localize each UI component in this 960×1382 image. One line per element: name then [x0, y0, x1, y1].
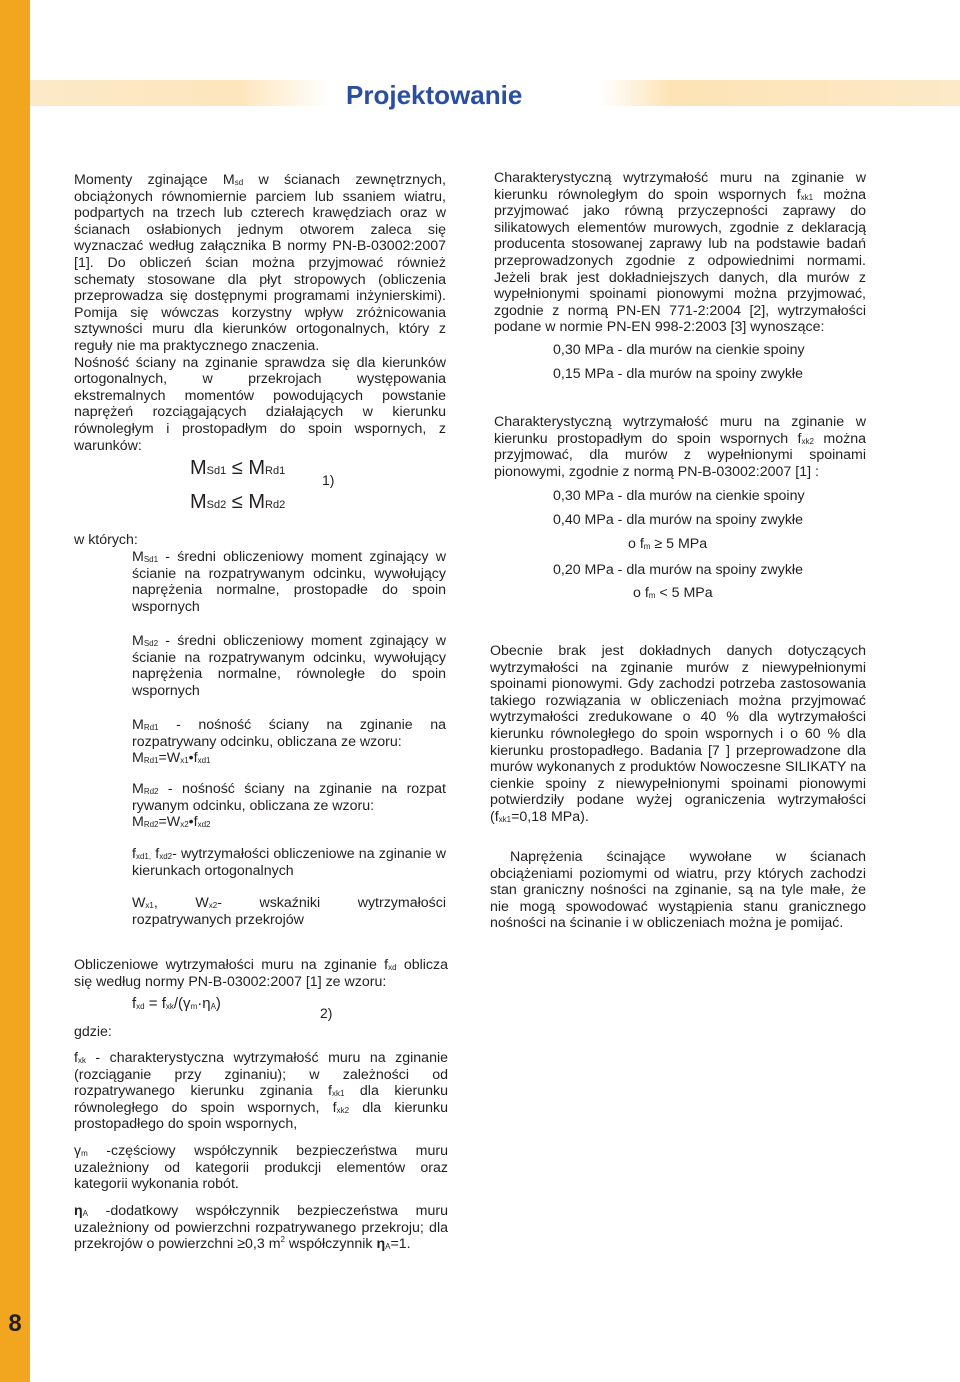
definition-gamma-m: $\gamma_m$ -częściowy współczynnik bezpieczeństwa muru uzależniony od kategorii produkcji elementów oraz kategorii wykonania robót.	[74, 1143, 448, 1193]
definition-mrd2: $M_{Rd2}$ - nośność ściany na zginanie na rozpat rywanym odcinku, obliczana ze wzoru: $M_{Rd2}=W_{x2}•f_{xd2}$	[132, 781, 446, 831]
formula-2: $f_{xd} = f_{xk}/(\gamma_m\cdot\eta_A)$	[132, 995, 221, 1012]
value-thin-joints-1: 0,30 MPa - dla murów na cienkie spoiny	[553, 342, 805, 358]
bottom-paragraph-1: Obliczeniowe wytrzymałości muru na zginanie $f_{xd}$ oblicza się według normy PN-B-03002:2007 [1] ze wzoru:	[74, 957, 448, 990]
left-paragraph-2: Nośność ściany na zginanie sprawdza się dla kierunków ortogonalnych, w przekrojach występowania ekstremalnych momentów powodujących powstanie naprężeń rozciągających działających w kierunku równoległym i prostopadłym do spoin wspornych, z warunków:	[74, 354, 446, 454]
right-paragraph-4: Naprężenia ścinające wywołane w ścianach obciążeniami poziomymi od wiatru, przy których zachodzi stan graniczny nośności na zginanie, są na tyle małe, że nie mogą spowodować wystąpienia stanu granicznego nośności na ścinanie i w obliczeniach można je pomijać.	[490, 849, 866, 932]
where-label: w których:	[74, 532, 138, 548]
left-paragraph-1: Momenty zginające $M_{sd}$ w ścianach zewnętrznych, obciążonych równomiernie parciem lub ssaniem wiatru, podpartych na trzech lub czterech krawędziach oraz w ścianach osłabionych jednym otworem zaleca się wyznaczać według załącznika B normy PN-B-03002:2007 [1]. Do obliczeń ścian można przyjmować również schematy stosowane dla płyt stropowych (obliczenia przeprowadza się dostępnymi programami inżynierskimi). Pomija się wówczas korzystny wpływ zróżnicowania sztywności muru dla kierunków ortogonalnych, który z reguły nie ma praktycznego znaczenia.	[74, 172, 446, 354]
value-normal-joints-3: 0,20 MPa - dla murów na spoiny zwykłe	[553, 562, 803, 578]
definition-wx: $W_{x1}$, $W_{x2}-$ wskaźniki wytrzymałości rozpatrywanych przekrojów	[132, 895, 446, 928]
header-band-left	[30, 80, 330, 106]
definition-mrd1: $M_{Rd1}$ - nośność ściany na zginanie na rozpatrywany odcinku, obliczana ze wzoru: $M_{Rd1}=W_{x1}•f_{xd1}$	[132, 717, 446, 767]
left-accent-bar	[0, 0, 30, 1382]
formula-1: MSd1 ≤ MRd1 MSd2 ≤ MRd2	[190, 457, 286, 513]
where-label-2: gdzie:	[74, 1024, 112, 1040]
definition-fxk: $f_{xk}$ - charakterystyczna wytrzymałość muru na zginanie (rozciąganie przy zginaniu); w zależności od rozpatrywanego kierunku zginania $f_{xk1}$ dla kierunku równoległego do spoin wspornych, $f_{xk2}$ dla kierunku prostopadłego do spoin wspornych,	[74, 1050, 448, 1133]
page-title: Projektowanie	[346, 80, 523, 110]
right-column	[494, 170, 866, 336]
condition-fm-geq-5: o $f_m \ge 5$ MPa	[628, 536, 708, 552]
page-number: 8	[8, 1310, 22, 1337]
definition-msd2: $M_{Sd2}$ - średni obliczeniowy moment zginający w ścianie na rozpatrywanym odcinku, wywołujący naprężenia normalne, równoległe do spoin wspornych	[132, 633, 446, 699]
right-paragraph-2: Charakterystyczną wytrzymałość muru na zginanie w kierunku prostopadłym do spoin wspornych $f_{xk2}$ można przyjmować, dla murów z wypełnionymi spoinami pionowymi, zgodnie z normą PN-B-03002:2007 [1] :	[494, 414, 866, 480]
right-paragraph-3: Obecnie brak jest dokładnych danych dotyczących wytrzymałości na zginanie murów z niewypełnionymi spoinami pionowymi. Gdy zachodzi potrzeba zastosowania takiego rozwiązania w obliczeniach można przyjmować wytrzymałości zredukowane o 40 % dla wytrzymałości kierunku równoległego do spoin wspornych i o 60 % dla kierunku prostopadłego. Badania [7 ] przeprowadzone dla murów wykonanych z produktów Nowoczesne SILIKATY na cienkie spoiny z niewypełnionymi spoinami pionowymi potwierdziły podane wyżej ograniczenia wytrzymałości ($f_{xk1}=0,18$ MPa).	[490, 643, 866, 825]
right-paragraph-1: Charakterystyczną wytrzymałość muru na zginanie w kierunku równoległym do spoin wspornych $f_{xk1}$ można przyjmować jako równą przyczepności zaprawy do silikatowych elementów murowych, zgodnie z deklaracją producenta stosowanej zaprawy lub na podstawie badań przeprowadzonych zgodnie z odpowiednimi normami. Jeżeli brak jest dokładniejszych danych, dla murów z wypełnionymi spoinami pionowymi można przyjmować, zgodnie z normą PN-EN 771-2:2004 [2], wytrzymałości podane w normie PN-EN 998-2:2003 [3] wynoszące:	[494, 170, 866, 336]
header-band-right	[600, 80, 960, 106]
definition-eta-a: $\eta_A$ -dodatkowy współczynnik bezpieczeństwa muru uzależniony od powierzchni rozpatrywanego przekroju; dla przekrojów o powierzchni ≥0,3 $m^2$ współczynnik $\eta_A=1$.	[74, 1203, 448, 1253]
formula-1-number: 1)	[322, 472, 335, 488]
value-normal-joints-1: 0,15 MPa - dla murów na spoiny zwykłe	[553, 366, 803, 382]
value-thin-joints-2: 0,30 MPa - dla murów na cienkie spoiny	[553, 488, 805, 504]
formula-2-number: 2)	[320, 1005, 333, 1021]
value-normal-joints-2: 0,40 MPa - dla murów na spoiny zwykłe	[553, 512, 803, 528]
definition-msd1: $M_{Sd1}$ - średni obliczeniowy moment zginający w ścianie na rozpatrywanym odcinku, wywołujący naprężenia normalne, prostopadłe do spoin wspornych	[132, 549, 446, 615]
left-column	[74, 172, 446, 454]
definition-fxd: $f_{xd1,}$ $f_{xd2}-$ wytrzymałości obliczeniowe na zginanie w kierunkach ortogonalnych	[132, 846, 446, 879]
condition-fm-lt-5: o $f_m < 5$ MPa	[633, 585, 713, 601]
